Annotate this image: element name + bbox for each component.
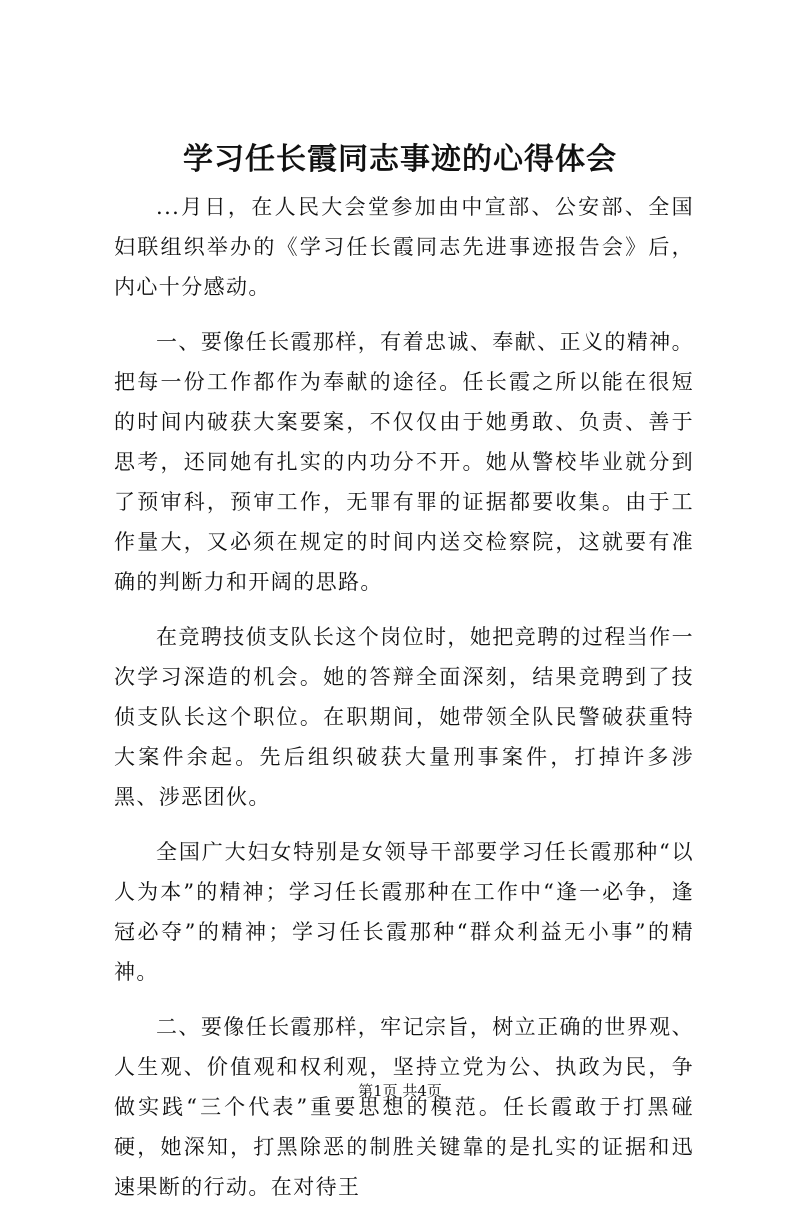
paragraph-section-one: 一、要像任长霞那样，有着忠诚、奉献、正义的精神。把每一份工作都作为奉献的途径。任长霞之所以能在很短的时间内破获大案要案，不仅仅由于她勇敢、负责、善于思考，还同她有扎实的内功分不开。她从警校毕业就分到了预审科，预审工作，无罪有罪的证据都要收集。由于工作量大，又必须在规定的时间内送交检察院，这就要有准确的判断力和开阔的思路。 [114, 330, 694, 594]
paragraph-intro: ...月日，在人民大会堂参加由中宣部、公安部、全国妇联组织举办的《学习任长霞同志先进事迹报告会》后，内心十分感动。 [114, 195, 694, 299]
document-title: 学习任长霞同志事迹的心得体会 [183, 142, 617, 177]
paragraph-section-two: 二、要像任长霞那样，牢记宗旨，树立正确的世界观、人生观、价值观和权利观，坚持立党为公、执政为民，争做实践“三个代表”重要思想的模范。任长霞敢于打黑碰硬，她深知，打黑除恶的制胜关键靠的是扎实的证据和迅速果断的行动。在对待王 [114, 1015, 694, 1199]
page-number-footer: 第1页 共4页 [358, 1082, 442, 1100]
paragraph-women-cadres: 全国广大妇女特别是女领导干部要学习任长霞那种“以人为本”的精神；学习任长霞那种在工作中“逢一必争，逢冠必夺”的精神；学习任长霞那种“群众利益无小事”的精神。 [114, 840, 694, 984]
paragraph-competition: 在竞聘技侦支队长这个岗位时，她把竞聘的过程当作一次学习深造的机会。她的答辩全面深刻，结果竞聘到了技侦支队长这个职位。在职期间，她带领全队民警破获重特大案件余起。先后组织破获大量刑事案件，打掉许多涉黑、涉恶团伙。 [114, 625, 694, 809]
document-body [114, 187, 694, 1222]
